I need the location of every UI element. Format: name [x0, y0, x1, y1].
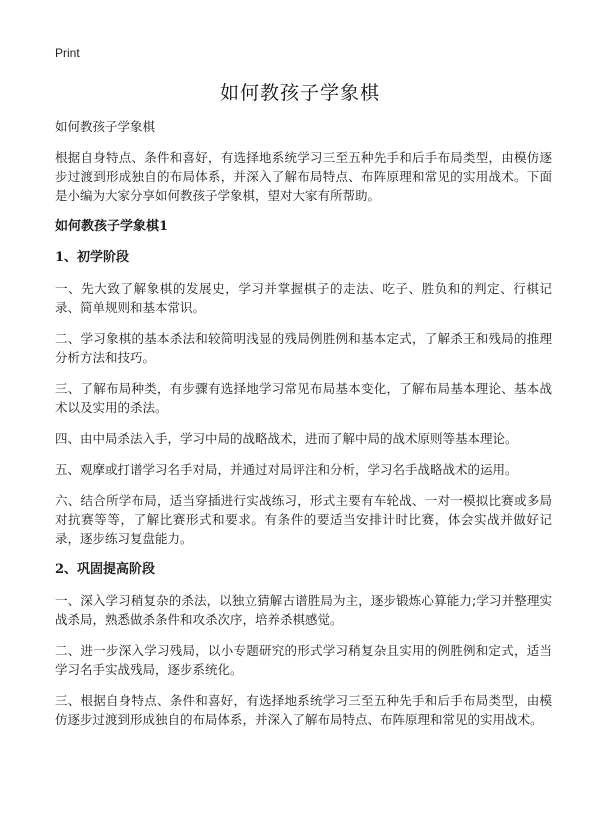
stage2-item-2: 二、进一步深入学习残局，以小专题研究的形式学习稍复杂且实用的例胜例和定式，适当学习名手实战残局，逐步系统化。	[55, 643, 552, 677]
stage2-item-3: 三、根据自身特点、条件和喜好，有选择地系统学习三至五种先手和后手布局类型，由模仿逐步过渡到形成独自的布局体系，并深入了解布局特点、布阵原理和常见的实用战术。	[55, 693, 552, 727]
intro-paragraph: 根据自身特点、条件和喜好，有选择地系统学习三至五种先手和后手布局类型，由模仿逐步过渡到形成独自的布局体系，并深入了解布局特点、布阵原理和常见的实用战术。下面是小编为大家分享如何教孩子学象棋，望对大家有所帮助。	[55, 150, 552, 203]
stage1-item-5: 五、观摩或打谱学习名手对局，并通过对局评注和分析，学习名手战略战术的运用。	[55, 462, 518, 477]
stage1-item-2: 二、学习象棋的基本杀法和较简明浅显的残局例胜例和基本定式，了解杀王和残局的推理分析方法和技巧。	[55, 331, 552, 365]
page-title: 如何教孩子学象棋	[219, 82, 380, 104]
stage1-item-4: 四、由中局杀法入手，学习中局的战略战术，进而了解中局的战术原则等基本理论。	[55, 431, 518, 446]
print-label: Print	[55, 46, 80, 60]
stage1-item-1: 一、先大致了解象棋的发展史，学习并掌握棋子的走法、吃子、胜负和的判定、行棋记录、简单规则和基本常识。	[55, 281, 552, 315]
stage2-heading: 2、巩固提高阶段	[55, 562, 156, 577]
document-body	[55, 117, 552, 741]
section-heading: 如何教孩子学象棋1	[55, 219, 169, 234]
document-subtitle: 如何教孩子学象棋	[55, 119, 156, 134]
stage1-item-6: 六、结合所学布局，适当穿插进行实战练习，形式主要有车轮战、一对一模拟比赛或多局对抗赛等等，了解比赛形式和要求。有条件的要适当安排计时比赛，体会实战并做好记录，逐步练习复盘能力。	[55, 493, 552, 546]
stage1-heading: 1、初学阶段	[55, 250, 130, 265]
stage2-item-1: 一、深入学习稍复杂的杀法，以独立猜解古谱胜局为主，逐步锻炼心算能力;学习并整理实战杀局，熟悉做杀条件和攻杀次序，培养杀棋感觉。	[55, 593, 552, 627]
stage1-item-3: 三、了解布局种类，有步骤有选择地学习常见布局基本变化，了解布局基本理论、基本战术以及实用的杀法。	[55, 381, 552, 415]
